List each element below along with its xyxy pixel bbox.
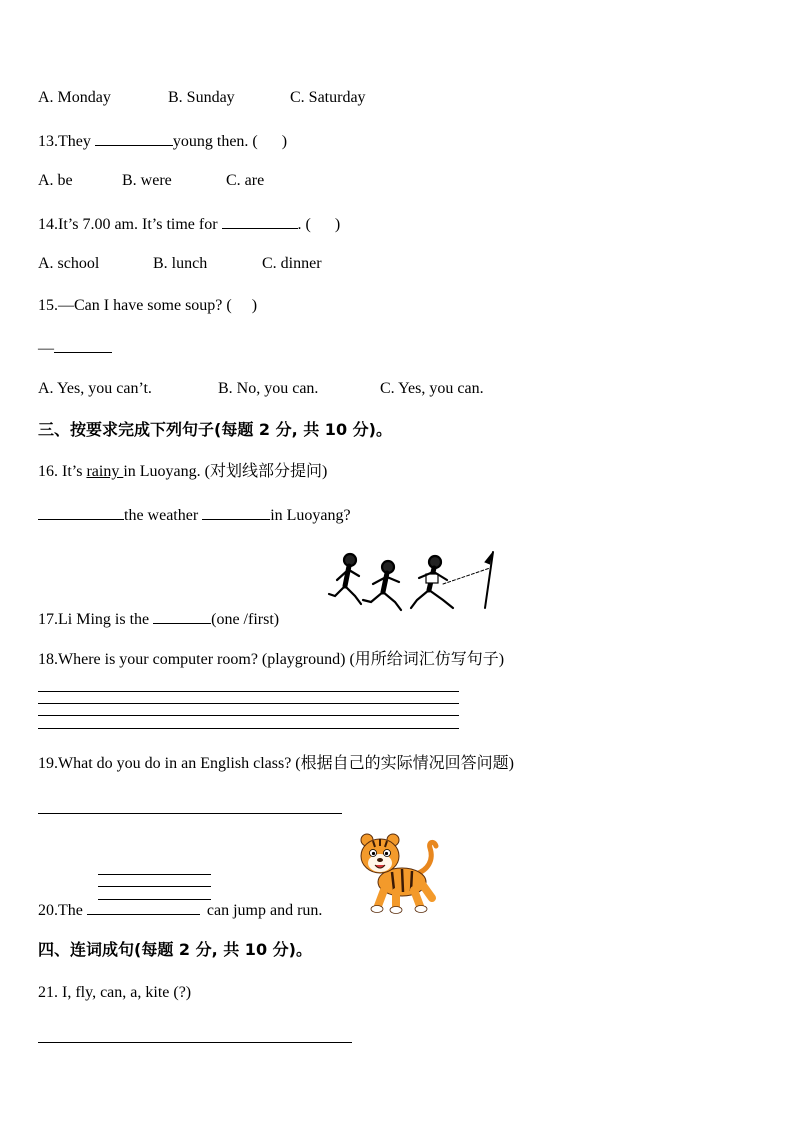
q14-option-b: B. lunch: [153, 255, 208, 272]
q14-blank[interactable]: [222, 213, 298, 229]
q16-answer-end: in Luoyang?: [270, 507, 351, 524]
q12-option-c: C. Saturday: [290, 89, 366, 106]
q21-question: [38, 983, 191, 1003]
q21-text: I, fly, can, a, kite (?): [62, 984, 192, 1001]
q18-answer-line-1[interactable]: [38, 691, 459, 692]
q21-number: 21.: [38, 984, 62, 1001]
q15-option-a: A. Yes, you can’t.: [38, 380, 152, 397]
q20-blank[interactable]: [87, 899, 200, 915]
tiger-picture: [356, 832, 444, 914]
q14-text-pre: It’s 7.00 am. It’s time for: [58, 216, 222, 233]
q17-question: [38, 608, 279, 630]
q15-text: —Can I have some soup? (: [58, 297, 232, 314]
q20-answer-line-1[interactable]: [98, 874, 211, 875]
q15-response-blank[interactable]: [54, 337, 112, 353]
q14-question: [38, 213, 340, 235]
q19-number: 19.: [38, 755, 58, 772]
q15-option-c: C. Yes, you can.: [380, 380, 484, 397]
q12-option-a: A. Monday: [38, 89, 111, 106]
q13-option-b: B. were: [122, 172, 172, 189]
q19-question: [38, 754, 514, 774]
q14-option-c: C. dinner: [262, 255, 322, 272]
q19-answer-line[interactable]: [38, 813, 342, 814]
section3-heading: 三、按要求完成下列句子(每题 2 分, 共 10 分)。: [38, 420, 392, 439]
q18-answer-line-2[interactable]: [38, 703, 459, 704]
q20-text-pre: The: [58, 902, 87, 919]
q16-underlined-word: rainy: [86, 463, 124, 480]
q13-close-paren: ): [281, 133, 288, 150]
q16-blank-1[interactable]: [38, 504, 124, 520]
q17-text-post: (one /first): [211, 611, 280, 628]
q16-answer-mid: the weather: [124, 507, 203, 524]
q18-text: Where is your computer room? (playground) (用所给词汇仿写句子): [58, 651, 505, 668]
q15-dash: —: [38, 340, 54, 357]
q15-option-b: B. No, you can.: [218, 380, 319, 397]
q13-option-c: C. are: [226, 172, 265, 189]
q19-text: What do you do in an English class? (根据自己的实际情况回答问题): [58, 755, 514, 772]
q18-answer-line-3[interactable]: [38, 715, 459, 716]
q13-text-pre: They: [58, 133, 95, 150]
q20-answer-line-2[interactable]: [98, 886, 211, 887]
q16-answer: [38, 504, 351, 526]
q17-text-pre: Li Ming is the: [58, 611, 154, 628]
q18-answer-line-4[interactable]: [38, 728, 459, 729]
q16-text-pre: It’s: [62, 463, 87, 480]
q17-blank[interactable]: [153, 608, 211, 624]
q21-answer-line[interactable]: [38, 1042, 352, 1043]
q15-number: 15.: [38, 297, 58, 314]
q13-option-a: A. be: [38, 172, 73, 189]
q16-question: [38, 462, 327, 482]
q14-text-post: . (: [297, 216, 311, 233]
q18-question: [38, 650, 504, 670]
q18-number: 18.: [38, 651, 58, 668]
q20-question: [38, 899, 322, 921]
running-race-picture: [325, 550, 500, 618]
q15-close-paren: ): [251, 297, 258, 314]
q20-number: 20.: [38, 902, 58, 919]
q15-question: [38, 296, 257, 316]
q14-number: 14.: [38, 216, 58, 233]
q16-number: 16.: [38, 463, 62, 480]
q13-number: 13.: [38, 133, 58, 150]
q12-option-b: B. Sunday: [168, 89, 235, 106]
q13-question: [38, 130, 287, 152]
q16-text-post: in Luoyang. (对划线部分提问): [123, 463, 328, 480]
section4-heading: 四、连词成句(每题 2 分, 共 10 分)。: [38, 940, 312, 959]
q20-text-post: can jump and run.: [206, 902, 323, 919]
q15-response: [38, 337, 112, 359]
q17-number: 17.: [38, 611, 58, 628]
q14-option-a: A. school: [38, 255, 100, 272]
q13-text-post: young then. (: [172, 133, 258, 150]
q16-blank-2[interactable]: [202, 504, 270, 520]
q14-close-paren: ): [334, 216, 341, 233]
q13-blank[interactable]: [95, 130, 173, 146]
